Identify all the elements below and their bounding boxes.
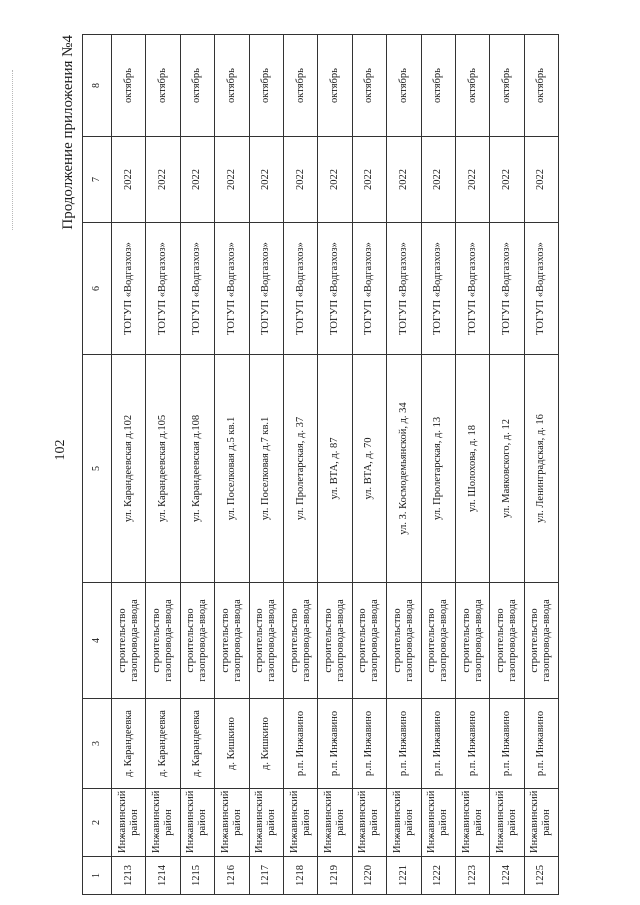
table-cell: ТОГУП «Водгазхоз» [283, 223, 317, 355]
table-body [112, 35, 559, 895]
table-cell: ул. Пролетарская, д. 37 [283, 355, 317, 583]
table-cell: строительство газопровода-ввода [318, 583, 352, 699]
table-cell: строительство газопровода-ввода [249, 583, 283, 699]
table-cell: р.п. Инжавино [352, 699, 386, 789]
table-cell: д. Карандеевка [146, 699, 180, 789]
table-cell: октябрь [455, 35, 489, 137]
table-row [146, 35, 180, 895]
table-cell: ТОГУП «Водгазхоз» [524, 223, 558, 355]
column-header: 2 [83, 789, 112, 857]
table-cell: ТОГУП «Водгазхоз» [112, 223, 146, 355]
table-cell: строительство газопровода-ввода [455, 583, 489, 699]
landscape-content [60, 35, 620, 895]
table-cell: ул. З. Космодемьянской, д. 34 [387, 355, 421, 583]
table-cell: д. Карандеевка [180, 699, 214, 789]
table-cell: строительство газопровода-ввода [215, 583, 249, 699]
table-cell: 1216 [215, 857, 249, 895]
table-cell: ТОГУП «Водгазхоз» [352, 223, 386, 355]
table-cell: ул. Карандеевская д.105 [146, 355, 180, 583]
table-cell: строительство газопровода-ввода [146, 583, 180, 699]
page-number: 102 [53, 439, 68, 461]
table-cell: 2022 [215, 137, 249, 223]
table-cell: 2022 [180, 137, 214, 223]
table-cell: ул. Карандеевская д.102 [112, 355, 146, 583]
table-cell: 1214 [146, 857, 180, 895]
table-cell: 2022 [146, 137, 180, 223]
table-cell: ул. Ленинградская, д. 16 [524, 355, 558, 583]
table-cell: 2022 [455, 137, 489, 223]
table-cell: д. Карандеевка [112, 699, 146, 789]
column-header: 8 [83, 35, 112, 137]
table-cell: октябрь [387, 35, 421, 137]
table-cell: р.п. Инжавино [283, 699, 317, 789]
column-header: 5 [83, 355, 112, 583]
table-cell: октябрь [490, 35, 524, 137]
table-row [421, 35, 455, 895]
table-cell: Инжавинский район [146, 789, 180, 857]
table-cell: 1217 [249, 857, 283, 895]
table-cell: Инжавинский район [249, 789, 283, 857]
table-cell: 2022 [283, 137, 317, 223]
table-cell: Инжавинский район [283, 789, 317, 857]
table-row [180, 35, 214, 895]
table-cell: 2022 [352, 137, 386, 223]
table-cell: ул. ВТА, д. 87 [318, 355, 352, 583]
table-cell: октябрь [524, 35, 558, 137]
table-row [283, 35, 317, 895]
table-cell: 2022 [421, 137, 455, 223]
table-row [352, 35, 386, 895]
table-cell: ТОГУП «Водгазхоз» [421, 223, 455, 355]
table-cell: Инжавинский район [490, 789, 524, 857]
table-cell: д. Кишкино [249, 699, 283, 789]
table-cell: октябрь [146, 35, 180, 137]
table-cell: 1218 [283, 857, 317, 895]
table-cell: Инжавинский район [318, 789, 352, 857]
table-cell: ул. Поселковая д.5 кв.1 [215, 355, 249, 583]
table-cell: ТОГУП «Водгазхоз» [180, 223, 214, 355]
table-cell: строительство газопровода-ввода [180, 583, 214, 699]
table-cell: 1224 [490, 857, 524, 895]
table-cell: 1213 [112, 857, 146, 895]
table-row [455, 35, 489, 895]
table-cell: Инжавинский район [524, 789, 558, 857]
table-cell: 1221 [387, 857, 421, 895]
table-cell: 2022 [318, 137, 352, 223]
table-cell: р.п. Инжавино [421, 699, 455, 789]
table-cell: ул. Маяковского, д. 12 [490, 355, 524, 583]
table-cell: октябрь [283, 35, 317, 137]
table-row [318, 35, 352, 895]
table-cell: ул. Шолохова, д. 18 [455, 355, 489, 583]
table-cell: октябрь [215, 35, 249, 137]
table-row [249, 35, 283, 895]
table-cell: 1225 [524, 857, 558, 895]
table-cell: ТОГУП «Водгазхоз» [455, 223, 489, 355]
table-cell: октябрь [180, 35, 214, 137]
table-cell: октябрь [352, 35, 386, 137]
appendix-title: Продолжение приложения №4 [60, 35, 76, 230]
table-cell: 1222 [421, 857, 455, 895]
table-cell: 2022 [490, 137, 524, 223]
table-cell: ул. Карандеевская д.108 [180, 355, 214, 583]
table-cell: строительство газопровода-ввода [283, 583, 317, 699]
table-cell: строительство газопровода-ввода [490, 583, 524, 699]
table-cell: ул. Поселковая д.7 кв.1 [249, 355, 283, 583]
table-cell: р.п. Инжавино [455, 699, 489, 789]
table-cell: 2022 [112, 137, 146, 223]
table-cell: ТОГУП «Водгазхоз» [387, 223, 421, 355]
table-cell: р.п. Инжавино [387, 699, 421, 789]
header-row [83, 35, 112, 895]
table-cell: Инжавинский район [455, 789, 489, 857]
table-cell: ТОГУП «Водгазхоз» [215, 223, 249, 355]
table-cell: октябрь [112, 35, 146, 137]
table-row [524, 35, 558, 895]
table-cell: Инжавинский район [180, 789, 214, 857]
table-cell: д. Кишкино [215, 699, 249, 789]
registry-table [82, 34, 559, 895]
table-cell: Инжавинский район [352, 789, 386, 857]
table-row [112, 35, 146, 895]
table-cell: 2022 [524, 137, 558, 223]
table-cell: строительство газопровода-ввода [421, 583, 455, 699]
table-cell: ул. ВТА, д. 70 [352, 355, 386, 583]
table-cell: строительство газопровода-ввода [352, 583, 386, 699]
table-cell: ТОГУП «Водгазхоз» [146, 223, 180, 355]
column-header: 3 [83, 699, 112, 789]
table-cell: р.п. Инжавино [524, 699, 558, 789]
table-cell: строительство газопровода-ввода [387, 583, 421, 699]
table-cell: 1223 [455, 857, 489, 895]
table-cell: ТОГУП «Водгазхоз» [490, 223, 524, 355]
table-cell: ТОГУП «Водгазхоз» [318, 223, 352, 355]
table-cell: Инжавинский район [421, 789, 455, 857]
table-cell: октябрь [421, 35, 455, 137]
table-cell: 1215 [180, 857, 214, 895]
table-cell: Инжавинский район [215, 789, 249, 857]
table-cell: р.п. Инжавино [318, 699, 352, 789]
table-cell: ТОГУП «Водгазхоз» [249, 223, 283, 355]
table-cell: Инжавинский район [387, 789, 421, 857]
column-header: 4 [83, 583, 112, 699]
column-header: 1 [83, 857, 112, 895]
table-cell: октябрь [249, 35, 283, 137]
table-cell: октябрь [318, 35, 352, 137]
table-cell: 2022 [249, 137, 283, 223]
table-row [215, 35, 249, 895]
table-row [387, 35, 421, 895]
table-cell: 1220 [352, 857, 386, 895]
table-row [490, 35, 524, 895]
table-cell: 1219 [318, 857, 352, 895]
table-cell: 2022 [387, 137, 421, 223]
column-header: 6 [83, 223, 112, 355]
table-cell: р.п. Инжавино [490, 699, 524, 789]
column-header: 7 [83, 137, 112, 223]
table-cell: строительство газопровода-ввода [524, 583, 558, 699]
table-cell: строительство газопровода-ввода [112, 583, 146, 699]
table-cell: ул. Пролетарская, д. 13 [421, 355, 455, 583]
table-cell: Инжавинский район [112, 789, 146, 857]
